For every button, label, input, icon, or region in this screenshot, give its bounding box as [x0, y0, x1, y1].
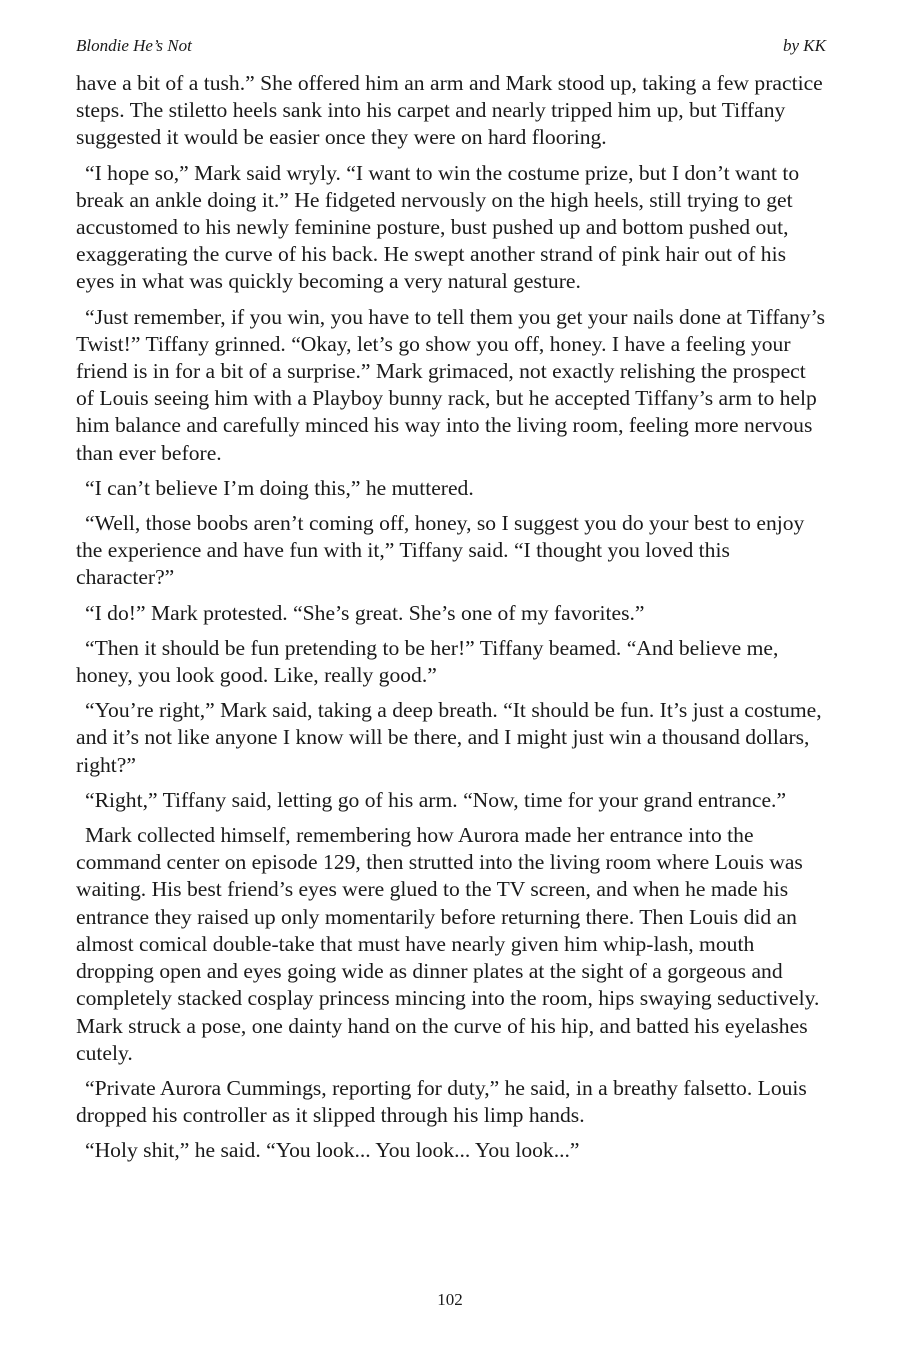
page-number: 102 — [437, 1290, 463, 1309]
paragraph: have a bit of a tush.” She offered him an arm and Mark stood up, taking a few practice steps. The stiletto heels sank into his carpet and nearly tripped him up, but Tiffany suggested it would be easier once they were on hard flooring. — [76, 71, 823, 150]
author-name: by KK — [783, 36, 826, 55]
paragraph: “Just remember, if you win, you have to tell them you get your nails done at Tiffany’s Twist!” Tiffany grinned. “Okay, let’s go show you off, honey. I have a feeling your friend is in for a bit of a surprise.” Mark grimaced, not exactly relishing the prospect of Louis seeing him with a Playboy bunny rack, but he accepted Tiffany’s arm to help him balance and carefully minced his way into the living room, feeling more nervous than ever before. — [76, 304, 826, 465]
running-header — [76, 36, 826, 58]
paragraph: “Holy shit,” he said. “You look... You look... You look...” — [85, 1138, 580, 1163]
page-body — [76, 70, 826, 1173]
paragraph: “I can’t believe I’m doing this,” he muttered. — [85, 475, 474, 500]
paragraph: “Then it should be fun pretending to be her!” Tiffany beamed. “And believe me, honey, you look good. Like, really good.” — [76, 635, 779, 688]
paragraph: Mark collected himself, remembering how Aurora made her entrance into the command center on episode 129, then strutted into the living room where Louis was waiting. His best friend’s eyes were glued to the TV screen, and when he made his entrance they raised up only momentarily before returning there. Then Louis did an almost comical double-take that must have nearly given him whip-lash, mouth dropping open and eyes going wide as dinner plates at the sight of a gorgeous and completely stacked cosplay princess mincing into the room, hips swaying seductively. Mark struck a pose, one dainty hand on the curve of his hip, and batted his eyelashes cutely. — [76, 823, 820, 1065]
paragraph: “Well, those boobs aren’t coming off, honey, so I suggest you do your best to enjoy the experience and have fun with it,” Tiffany said. “I thought you loved this character?” — [76, 511, 805, 590]
paragraph: “Right,” Tiffany said, letting go of his arm. “Now, time for your grand entrance.” — [85, 787, 787, 812]
paragraph: “I hope so,” Mark said wryly. “I want to win the costume prize, but I don’t want to break an ankle doing it.” He fidgeted nervously on the high heels, still trying to get accustomed to his newly feminine posture, bust pushed up and bottom pushed out, exaggerating the curve of his back. He swept another strand of pink hair out of his eyes in what was quickly becoming a very natural gesture. — [76, 160, 800, 294]
paragraph: “Private Aurora Cummings, reporting for duty,” he said, in a breathy falsetto. Louis dropped his controller as it slipped through his limp hands. — [76, 1075, 807, 1128]
book-title: Blondie He’s Not — [76, 36, 192, 55]
paragraph: “You’re right,” Mark said, taking a deep breath. “It should be fun. It’s just a costume, and it’s not like anyone I know will be there, and I might just win a thousand dollars, right?” — [76, 698, 822, 777]
paragraph: “I do!” Mark protested. “She’s great. She’s one of my favorites.” — [85, 600, 645, 625]
